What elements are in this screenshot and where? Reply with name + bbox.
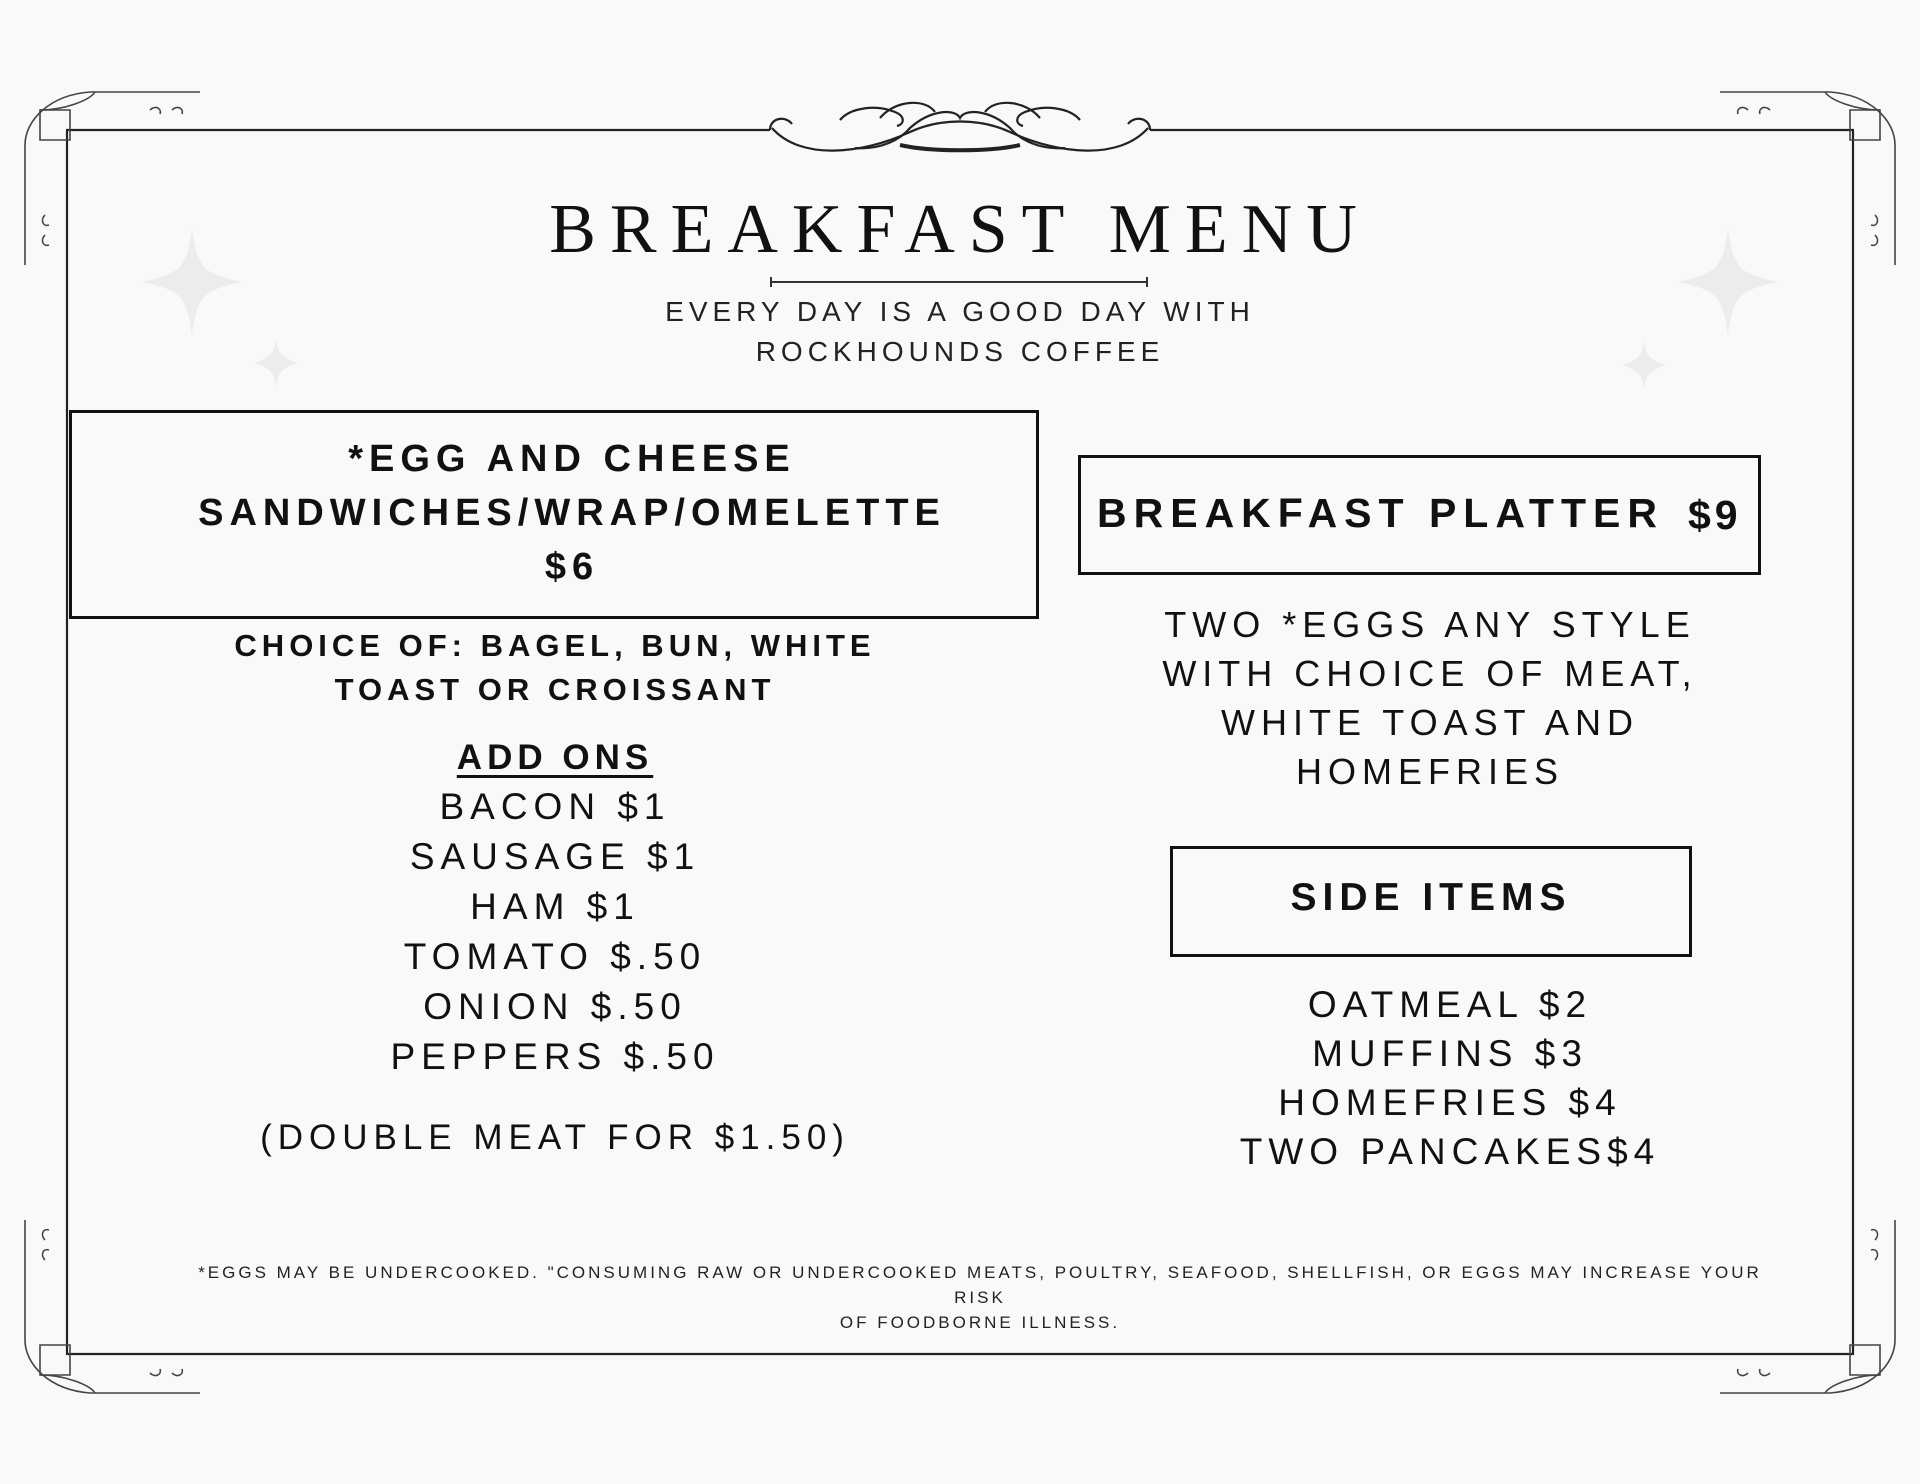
platter-price: $9	[1688, 492, 1742, 538]
addons-heading: ADD ONS	[456, 738, 654, 777]
sandwich-heading-line: SANDWICHES/WRAP/OMELETTE	[198, 492, 946, 534]
bread-choice	[80, 624, 1030, 712]
side-item: OATMEAL $2	[1307, 984, 1593, 1025]
sandwich-price: $6	[544, 546, 600, 588]
flourish-ornament-icon	[770, 103, 1150, 151]
platter-description	[1130, 600, 1730, 796]
sides-list	[1170, 980, 1730, 1176]
side-item: MUFFINS $3	[1312, 1033, 1588, 1074]
bread-choice-line: TOAST OR CROISSANT	[334, 672, 776, 707]
addons-list	[0, 782, 1110, 1082]
platter-description-line: TWO *EGGS ANY STYLE	[1164, 604, 1696, 645]
menu-title: BREAKFAST MENU	[549, 191, 1371, 268]
side-item: HOMEFRIES $4	[1278, 1082, 1622, 1123]
bread-choice-line: CHOICE OF: BAGEL, BUN, WHITE	[234, 628, 876, 663]
sides-heading: SIDE ITEMS	[1290, 876, 1572, 919]
platter-description-line: WITH CHOICE OF MEAT,	[1162, 653, 1698, 694]
food-safety-disclaimer	[180, 1260, 1780, 1335]
disclaimer-line: *EGGS MAY BE UNDERCOOKED. "CONSUMING RAW OR UNDERCOOKED MEATS, POULTRY, SEAFOOD, SHELLFISH, OR EGGS MAY INCREASE YOUR RISK	[198, 1263, 1762, 1307]
disclaimer-line: OF FOODBORNE ILLNESS.	[839, 1313, 1121, 1332]
addon-item: PEPPERS $.50	[390, 1036, 720, 1077]
side-item: TWO PANCAKES$4	[1239, 1131, 1661, 1172]
platter-heading: BREAKFAST PLATTER	[1097, 490, 1664, 536]
addon-item: ONION $.50	[423, 986, 687, 1027]
title-divider	[770, 281, 1148, 283]
sandwich-heading	[69, 432, 1075, 594]
platter-description-line: WHITE TOAST AND	[1220, 702, 1640, 743]
subtitle-line: ROCKHOUNDS COFFEE	[755, 336, 1165, 367]
addon-item: BACON $1	[439, 786, 671, 827]
addon-item: TOMATO $.50	[403, 936, 707, 977]
addon-item: SAUSAGE $1	[409, 836, 701, 877]
subtitle-line: EVERY DAY IS A GOOD DAY WITH	[665, 296, 1255, 327]
menu-subtitle	[560, 292, 1360, 372]
double-meat-note: (DOUBLE MEAT FOR $1.50)	[260, 1118, 850, 1157]
addon-item: HAM $1	[470, 886, 640, 927]
platter-description-line: HOMEFRIES	[1295, 751, 1564, 792]
sandwich-heading-line: *EGG AND CHEESE	[348, 438, 796, 480]
